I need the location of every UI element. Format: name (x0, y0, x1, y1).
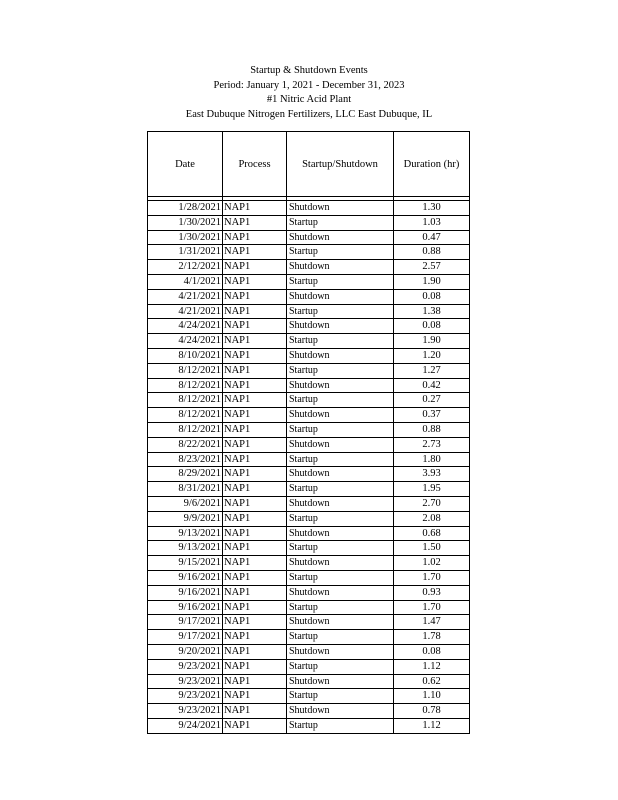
process-cell: NAP1 (223, 630, 287, 645)
table-row (148, 363, 470, 378)
process-cell: NAP1 (223, 319, 287, 334)
date-cell: 4/21/2021 (148, 289, 223, 304)
type-cell: Shutdown (287, 319, 394, 334)
date-cell: 1/30/2021 (148, 215, 223, 230)
report-header (0, 64, 618, 122)
duration-cell: 1.38 (394, 304, 470, 319)
duration-cell: 1.50 (394, 541, 470, 556)
date-cell: 4/24/2021 (148, 319, 223, 334)
table-row (148, 615, 470, 630)
process-cell: NAP1 (223, 393, 287, 408)
type-cell: Startup (287, 393, 394, 408)
process-cell: NAP1 (223, 215, 287, 230)
type-cell: Startup (287, 334, 394, 349)
process-cell: NAP1 (223, 482, 287, 497)
date-cell: 2/12/2021 (148, 260, 223, 275)
duration-cell: 1.80 (394, 452, 470, 467)
duration-cell: 0.37 (394, 408, 470, 423)
duration-cell: 0.08 (394, 644, 470, 659)
date-cell: 9/13/2021 (148, 526, 223, 541)
duration-cell: 1.12 (394, 718, 470, 733)
process-cell: NAP1 (223, 659, 287, 674)
date-cell: 1/31/2021 (148, 245, 223, 260)
table-row (148, 585, 470, 600)
duration-cell: 1.78 (394, 630, 470, 645)
duration-cell: 0.68 (394, 526, 470, 541)
type-cell: Startup (287, 570, 394, 585)
table-row (148, 496, 470, 511)
type-cell: Shutdown (287, 526, 394, 541)
process-cell: NAP1 (223, 674, 287, 689)
type-cell: Shutdown (287, 230, 394, 245)
type-cell: Startup (287, 452, 394, 467)
table-row (148, 718, 470, 733)
type-cell: Startup (287, 659, 394, 674)
date-cell: 9/16/2021 (148, 585, 223, 600)
type-cell: Startup (287, 718, 394, 733)
table-row (148, 482, 470, 497)
plant-name: #1 Nitric Acid Plant (266, 94, 352, 105)
process-cell: NAP1 (223, 304, 287, 319)
type-cell: Shutdown (287, 408, 394, 423)
table-row (148, 467, 470, 482)
process-cell: NAP1 (223, 437, 287, 452)
table-row (148, 659, 470, 674)
date-column-header: Date (148, 132, 223, 197)
process-column-header: Process (223, 132, 287, 197)
type-cell: Startup (287, 482, 394, 497)
process-cell: NAP1 (223, 644, 287, 659)
duration-cell: 1.47 (394, 615, 470, 630)
date-cell: 9/23/2021 (148, 659, 223, 674)
duration-cell: 1.90 (394, 334, 470, 349)
duration-cell: 2.57 (394, 260, 470, 275)
table-row (148, 334, 470, 349)
duration-cell: 1.27 (394, 363, 470, 378)
duration-cell: 0.27 (394, 393, 470, 408)
type-cell: Shutdown (287, 674, 394, 689)
type-cell: Startup (287, 363, 394, 378)
table-row (148, 422, 470, 437)
duration-cell: 0.88 (394, 422, 470, 437)
date-cell: 8/10/2021 (148, 348, 223, 363)
table-row (148, 348, 470, 363)
date-cell: 8/12/2021 (148, 363, 223, 378)
date-cell: 9/16/2021 (148, 600, 223, 615)
table-row (148, 378, 470, 393)
duration-cell: 1.12 (394, 659, 470, 674)
table-row (148, 393, 470, 408)
date-cell: 9/17/2021 (148, 615, 223, 630)
type-column-header: Startup/Shutdown (287, 132, 394, 197)
process-cell: NAP1 (223, 408, 287, 423)
date-cell: 9/24/2021 (148, 718, 223, 733)
type-cell: Startup (287, 274, 394, 289)
table-row (148, 526, 470, 541)
table-header (148, 132, 470, 197)
type-cell: Shutdown (287, 201, 394, 216)
duration-cell: 1.10 (394, 689, 470, 704)
duration-cell: 2.73 (394, 437, 470, 452)
type-cell: Startup (287, 689, 394, 704)
header-row (148, 132, 470, 197)
table-row (148, 201, 470, 216)
table-row (148, 541, 470, 556)
process-cell: NAP1 (223, 348, 287, 363)
table-row (148, 600, 470, 615)
date-cell: 9/13/2021 (148, 541, 223, 556)
type-cell: Startup (287, 541, 394, 556)
duration-cell: 1.30 (394, 201, 470, 216)
date-cell: 8/23/2021 (148, 452, 223, 467)
table-row (148, 408, 470, 423)
process-cell: NAP1 (223, 422, 287, 437)
process-cell: NAP1 (223, 274, 287, 289)
process-cell: NAP1 (223, 467, 287, 482)
process-cell: NAP1 (223, 378, 287, 393)
table-row (148, 230, 470, 245)
duration-cell: 0.78 (394, 704, 470, 719)
date-cell: 9/6/2021 (148, 496, 223, 511)
process-cell: NAP1 (223, 704, 287, 719)
process-cell: NAP1 (223, 600, 287, 615)
table-row (148, 245, 470, 260)
duration-cell: 2.08 (394, 511, 470, 526)
date-cell: 8/12/2021 (148, 422, 223, 437)
table-row (148, 630, 470, 645)
table-row (148, 215, 470, 230)
table-row (148, 304, 470, 319)
type-cell: Shutdown (287, 289, 394, 304)
process-cell: NAP1 (223, 334, 287, 349)
date-cell: 1/30/2021 (148, 230, 223, 245)
type-cell: Startup (287, 422, 394, 437)
date-cell: 9/23/2021 (148, 674, 223, 689)
type-cell: Shutdown (287, 260, 394, 275)
type-cell: Shutdown (287, 585, 394, 600)
duration-column-header: Duration (hr) (394, 132, 470, 197)
date-cell: 8/29/2021 (148, 467, 223, 482)
table-row (148, 289, 470, 304)
process-cell: NAP1 (223, 541, 287, 556)
duration-cell: 3.93 (394, 467, 470, 482)
date-cell: 9/15/2021 (148, 556, 223, 571)
process-cell: NAP1 (223, 230, 287, 245)
type-cell: Shutdown (287, 348, 394, 363)
table-row (148, 511, 470, 526)
duration-cell: 1.90 (394, 274, 470, 289)
type-cell: Shutdown (287, 704, 394, 719)
company-name: East Dubuque Nitrogen Fertilizers, LLC East Dubuque, IL (185, 108, 433, 120)
table-row (148, 570, 470, 585)
type-cell: Startup (287, 304, 394, 319)
duration-cell: 1.20 (394, 348, 470, 363)
date-cell: 1/28/2021 (148, 201, 223, 216)
date-cell: 9/20/2021 (148, 644, 223, 659)
type-cell: Shutdown (287, 496, 394, 511)
table-row (148, 704, 470, 719)
date-cell: 8/12/2021 (148, 408, 223, 423)
duration-cell: 0.62 (394, 674, 470, 689)
duration-cell: 1.70 (394, 600, 470, 615)
process-cell: NAP1 (223, 201, 287, 216)
process-cell: NAP1 (223, 718, 287, 733)
date-cell: 8/22/2021 (148, 437, 223, 452)
date-cell: 4/24/2021 (148, 334, 223, 349)
date-cell: 8/12/2021 (148, 393, 223, 408)
date-cell: 9/16/2021 (148, 570, 223, 585)
process-cell: NAP1 (223, 245, 287, 260)
duration-cell: 0.08 (394, 319, 470, 334)
date-cell: 9/17/2021 (148, 630, 223, 645)
duration-cell: 1.02 (394, 556, 470, 571)
process-cell: NAP1 (223, 363, 287, 378)
table-row (148, 274, 470, 289)
type-cell: Startup (287, 215, 394, 230)
type-cell: Shutdown (287, 644, 394, 659)
type-cell: Shutdown (287, 615, 394, 630)
process-cell: NAP1 (223, 452, 287, 467)
type-cell: Startup (287, 630, 394, 645)
report-period: Period: January 1, 2021 - December 31, 2023 (213, 79, 405, 91)
duration-cell: 1.70 (394, 570, 470, 585)
events-table (147, 131, 470, 734)
date-cell: 4/21/2021 (148, 304, 223, 319)
duration-cell: 1.95 (394, 482, 470, 497)
process-cell: NAP1 (223, 289, 287, 304)
date-cell: 9/9/2021 (148, 511, 223, 526)
duration-cell: 1.03 (394, 215, 470, 230)
date-cell: 8/12/2021 (148, 378, 223, 393)
table-row (148, 437, 470, 452)
process-cell: NAP1 (223, 585, 287, 600)
process-cell: NAP1 (223, 556, 287, 571)
process-cell: NAP1 (223, 570, 287, 585)
table-row (148, 556, 470, 571)
duration-cell: 0.47 (394, 230, 470, 245)
process-cell: NAP1 (223, 689, 287, 704)
table-row (148, 674, 470, 689)
duration-cell: 0.88 (394, 245, 470, 260)
process-cell: NAP1 (223, 615, 287, 630)
type-cell: Shutdown (287, 378, 394, 393)
type-cell: Shutdown (287, 556, 394, 571)
table-row (148, 319, 470, 334)
table-row (148, 689, 470, 704)
date-cell: 4/1/2021 (148, 274, 223, 289)
date-cell: 9/23/2021 (148, 704, 223, 719)
process-cell: NAP1 (223, 526, 287, 541)
type-cell: Startup (287, 245, 394, 260)
date-cell: 8/31/2021 (148, 482, 223, 497)
duration-cell: 0.93 (394, 585, 470, 600)
duration-cell: 0.42 (394, 378, 470, 393)
type-cell: Shutdown (287, 467, 394, 482)
table-row (148, 260, 470, 275)
duration-cell: 0.08 (394, 289, 470, 304)
type-cell: Startup (287, 511, 394, 526)
duration-cell: 2.70 (394, 496, 470, 511)
report-title: Startup & Shutdown Events (250, 65, 368, 76)
type-cell: Shutdown (287, 437, 394, 452)
process-cell: NAP1 (223, 496, 287, 511)
process-cell: NAP1 (223, 511, 287, 526)
table-body (148, 201, 470, 734)
process-cell: NAP1 (223, 260, 287, 275)
type-cell: Startup (287, 600, 394, 615)
date-cell: 9/23/2021 (148, 689, 223, 704)
table-row (148, 452, 470, 467)
table-row (148, 644, 470, 659)
